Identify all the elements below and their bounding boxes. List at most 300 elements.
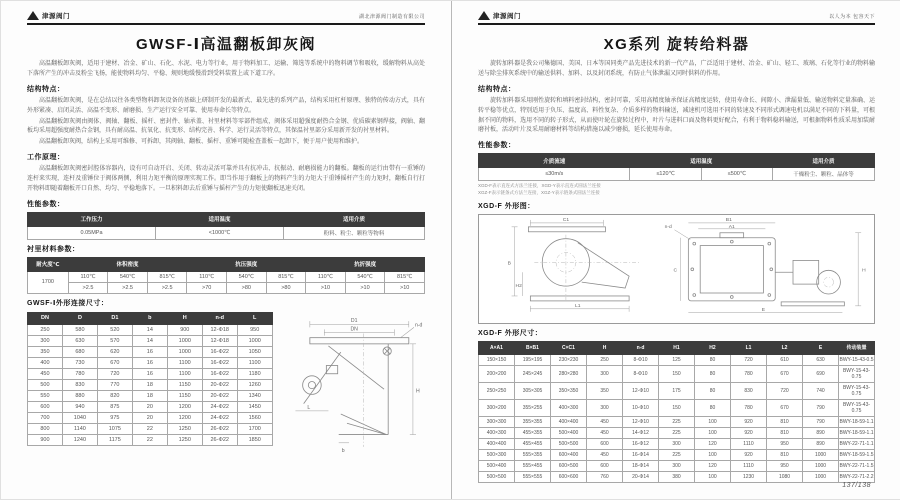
- table-header-cell: n-d: [202, 312, 237, 324]
- dim-label: H: [415, 388, 420, 395]
- table-cell: 80: [695, 365, 731, 382]
- table-cell: 16-Φ12: [623, 438, 659, 449]
- table-row: [479, 399, 875, 416]
- table-cell: 12-Φ10: [623, 416, 659, 427]
- table-cell: 300: [587, 399, 623, 416]
- table-cell: 1000: [167, 346, 202, 357]
- dim-label: A1: [728, 224, 735, 230]
- table-cell: BWY-15-43-0.75: [839, 399, 875, 416]
- table-row: [28, 379, 273, 390]
- table-cell: 450: [587, 427, 623, 438]
- table-cell: 1240: [62, 434, 97, 445]
- table-cell: 20-Φ14: [623, 471, 659, 482]
- table-row: [28, 434, 273, 445]
- table-cell: 1000: [167, 335, 202, 346]
- dim-label: B1: [725, 217, 732, 223]
- table-cell: 770: [97, 379, 132, 390]
- table-cell: 780: [731, 399, 767, 416]
- table-header-row: [28, 257, 425, 271]
- dim-label: n-d: [414, 322, 423, 329]
- table-row: [479, 471, 875, 482]
- table-cell: 780: [731, 365, 767, 382]
- table-cell: 400: [28, 357, 63, 368]
- table-header-row: [28, 212, 425, 226]
- table-cell: 1180: [237, 368, 272, 379]
- table-cell: 350×350: [551, 382, 587, 399]
- table-cell: BWY-15-43-0.75: [839, 382, 875, 399]
- table-cell: 1000: [803, 471, 839, 482]
- table-cell: 225: [659, 416, 695, 427]
- table-cell: 125: [659, 354, 695, 365]
- dim-label: B: [507, 261, 511, 267]
- table-cell: 250×250: [479, 382, 515, 399]
- brand-logo: [27, 11, 70, 20]
- table-cell: 1200: [167, 401, 202, 412]
- table-row: [28, 271, 425, 282]
- table-cell: >10: [385, 282, 425, 293]
- table-cell: 500: [28, 379, 63, 390]
- table-cell: 225: [659, 449, 695, 460]
- table-cell: 24-Φ22: [202, 401, 237, 412]
- table-cell: 16-Φ22: [202, 346, 237, 357]
- table-header-cell: D: [62, 312, 97, 324]
- table-cell: 300: [28, 335, 63, 346]
- table-row: [28, 357, 273, 368]
- table-header-cell: L: [237, 312, 272, 324]
- table-cell: ≤120℃: [630, 168, 701, 181]
- table-cell: 1000: [803, 460, 839, 471]
- table-cell: 18: [132, 379, 167, 390]
- table-cell: 100: [695, 449, 731, 460]
- table-cell: 14: [132, 335, 167, 346]
- table-cell: 250: [28, 324, 63, 335]
- structure-paragraph: 高温翻板卸灰阀，结构上采用可维修、可拆卸，其阀轴、翻板、摇杆、重锤可随检查盖板一起卸下，便于用户使用和维护。: [39, 139, 364, 146]
- table-cell: 700: [28, 412, 63, 423]
- table-cell: 600×500: [551, 460, 587, 471]
- table-cell: 14-Φ12: [623, 427, 659, 438]
- table-cell: 80: [695, 354, 731, 365]
- table-cell: 16: [132, 368, 167, 379]
- dim-label: E: [761, 307, 766, 313]
- table-cell: 175: [659, 382, 695, 399]
- dim-label: D1: [350, 318, 358, 325]
- table-cell: 1700: [28, 271, 69, 293]
- table-row: [479, 365, 875, 382]
- table-header-cell: H1: [659, 341, 695, 354]
- table-cell: 1140: [62, 423, 97, 434]
- table-cell: 16-Φ22: [202, 368, 237, 379]
- table-cell: 14: [132, 324, 167, 335]
- page-title: XG系列 旋转给料器: [603, 36, 750, 53]
- section-heading-outline: XGD-F 外形图：: [478, 202, 535, 210]
- table-cell: >10: [306, 282, 346, 293]
- table-header-cell: 工作压力: [28, 212, 156, 226]
- dimension-table: [478, 341, 875, 483]
- table-cell: 1100: [167, 357, 202, 368]
- table-cell: 780: [62, 368, 97, 379]
- page-title: GWSF-Ⅰ高温翻板卸灰阀: [135, 36, 317, 53]
- table-cell: 20: [132, 401, 167, 412]
- table-cell: 355×355: [515, 416, 551, 427]
- table-row: [479, 460, 875, 471]
- table-cell: 500×300: [479, 449, 515, 460]
- table-cell: 450: [587, 449, 623, 460]
- table-header-cell: b: [132, 312, 167, 324]
- table-cell: 455×355: [515, 427, 551, 438]
- table-cell: 1110: [731, 438, 767, 449]
- table-cell: 1110: [731, 460, 767, 471]
- table-cell: 粉料、粉尘、颗粒等物料: [284, 226, 425, 239]
- table-cell: 10-Φ10: [623, 399, 659, 416]
- table-header-cell: L1: [731, 341, 767, 354]
- dim-label: DN: [350, 326, 358, 333]
- table-cell: 1150: [167, 390, 202, 401]
- table-cell: 200×200: [479, 365, 515, 382]
- table-cell: 16: [132, 346, 167, 357]
- table-cell: 22: [132, 423, 167, 434]
- table-cell: 950: [237, 324, 272, 335]
- section-heading-structure: 结构特点：: [478, 85, 516, 93]
- table-cell: 1260: [237, 379, 272, 390]
- table-cell: 1175: [97, 434, 132, 445]
- table-cell: 245×245: [515, 365, 551, 382]
- table-header-cell: A×A1: [479, 341, 515, 354]
- section-heading-performance: 性能参数：: [27, 200, 65, 208]
- table-cell: 720: [731, 354, 767, 365]
- table-cell: 890: [803, 427, 839, 438]
- table-cell: 16-Φ14: [623, 449, 659, 460]
- dim-label: H: [862, 268, 866, 274]
- table-cell: 230×230: [551, 354, 587, 365]
- table-cell: >2.5: [108, 282, 148, 293]
- table-row: [479, 438, 875, 449]
- table-cell: 540℃: [108, 271, 148, 282]
- table-header-cell: H: [167, 312, 202, 324]
- table-cell: 18-Φ14: [623, 460, 659, 471]
- table-cell: 670: [767, 399, 803, 416]
- table-header-cell: C×C1: [551, 341, 587, 354]
- table-cell: 120: [695, 460, 731, 471]
- table-cell: 22: [132, 434, 167, 445]
- table-cell: 1040: [62, 412, 97, 423]
- table-cell: 450: [587, 416, 623, 427]
- brand-triangle-icon: [478, 11, 490, 20]
- structure-paragraph: 旋转加料器采用刚性旋转和填料密封结构，密封可靠，采用高精度轴承保证高精度运转，使用寿命长、间隙小、泄漏量低、输送物料定量准确、运转平稳等优点，特别适用于负压、温度高、料性复杂、介质多样的物料输送，减速机可选用不同的转速及不同形式调速电机以满足不同的下料量，可根据不同的物料，选用不同的转子形式，从而使叶轮在旋转过程中，叶片与进料口面及物料更好配合，有利于物料稳料输送，可根据物料性质采用加装耐磨衬板，活动叶片及采用耐磨材料等结构措施以减少磨损，延长使用寿命。: [478, 97, 875, 134]
- table-cell: 810: [767, 449, 803, 460]
- table-header-cell: B×B1: [515, 341, 551, 354]
- table-cell: 830: [731, 382, 767, 399]
- dimension-table: [27, 312, 273, 446]
- table-cell: 540℃: [345, 271, 385, 282]
- table-cell: 810: [767, 427, 803, 438]
- table-cell: BWY-22-71-1.1: [839, 438, 875, 449]
- table-header-cell: n-d: [623, 341, 659, 354]
- table-cell: 940: [62, 401, 97, 412]
- table-cell: 450: [28, 368, 63, 379]
- table-cell: 300: [587, 365, 623, 382]
- table-cell: 670: [97, 357, 132, 368]
- table-header-row: [479, 154, 875, 168]
- table-header-cell: H2: [695, 341, 731, 354]
- table-header-row: [479, 341, 875, 354]
- page-right: [451, 1, 900, 499]
- table-header-cell: 适用介质: [284, 212, 425, 226]
- table-cell: 225: [659, 427, 695, 438]
- brand-logo: [478, 11, 521, 20]
- table-cell: 8-Φ10: [623, 365, 659, 382]
- table-cell: 810: [767, 416, 803, 427]
- table-row: [28, 324, 273, 335]
- model-note: XGD-F表示直连式方法兰连接，XGD-Y表示直连式圆法兰连接: [478, 183, 601, 189]
- table-cell: 355×255: [515, 399, 551, 416]
- table-row: [479, 427, 875, 438]
- table-cell: 16-Φ22: [202, 357, 237, 368]
- table-cell: 900: [167, 324, 202, 335]
- table-cell: 150: [659, 365, 695, 382]
- table-cell: 1100: [237, 357, 272, 368]
- table-cell: 670: [767, 365, 803, 382]
- table-cell: 18: [132, 390, 167, 401]
- table-cell: 630: [62, 335, 97, 346]
- table-cell: 350: [28, 346, 63, 357]
- table-cell: 920: [731, 427, 767, 438]
- table-header-cell: E: [803, 341, 839, 354]
- table-row: [28, 346, 273, 357]
- structure-paragraph: 高温翻板卸灰阀由阀体、阀轴、翻板、摇杆、密封件、轴承盖、衬里材料等零部件组成，阀体采用超强度耐热合金钢、优质碳素钢焊接，阀轴、翻板均采用超强度耐热合金钢，具有耐高温、抗氧化、抗变形、结构完善、科学、运行灵活等特点，其保温衬里部分采用新开发的衬里材料。: [27, 118, 425, 135]
- performance-table: [27, 212, 425, 240]
- table-cell: 1850: [237, 434, 272, 445]
- table-cell: 820: [97, 390, 132, 401]
- table-cell: >10: [345, 282, 385, 293]
- section-heading-performance: 性能参数：: [478, 142, 516, 150]
- dim-label: b: [341, 447, 345, 454]
- feeder-drawing-svg: [479, 215, 874, 318]
- table-cell: 900: [28, 434, 63, 445]
- dim-table-wrap: [27, 311, 273, 448]
- table-cell: 600: [587, 438, 623, 449]
- table-header-cell: 抗折强度: [306, 257, 425, 271]
- table-cell: 950: [767, 438, 803, 449]
- table-cell: 1200: [167, 412, 202, 423]
- table-cell: 300: [659, 460, 695, 471]
- table-header-cell: 介质流速: [479, 154, 630, 168]
- section-heading-lining: 衬里材料参数：: [27, 245, 80, 253]
- table-cell: 790: [803, 399, 839, 416]
- table-cell: 80: [695, 399, 731, 416]
- table-cell: 1080: [767, 471, 803, 482]
- table-cell: 950: [767, 460, 803, 471]
- table-row: [28, 401, 273, 412]
- table-cell: 8-Φ10: [623, 354, 659, 365]
- table-cell: 815℃: [385, 271, 425, 282]
- table-header-cell: 适用温度: [630, 154, 773, 168]
- table-cell: 1100: [167, 368, 202, 379]
- table-cell: 150: [659, 399, 695, 416]
- table-cell: 600: [28, 401, 63, 412]
- table-cell: 26-Φ22: [202, 434, 237, 445]
- table-cell: 1050: [237, 346, 272, 357]
- table-cell: 350: [587, 382, 623, 399]
- brand-name: 津源阀门: [493, 13, 521, 20]
- table-cell: 555×555: [515, 471, 551, 482]
- principle-paragraph: 高温翻板卸灰阀密封腔体容器内，设有可自动开启、关闭、转动灵活可靠并具有抗冲击、抗振动、耐磨损能力的翻板。翻板的运行由带有一重锤的连杆来实现，连杆及重锤位于阀体两侧，利用力矩平衡的原理实现工作。即当作用于翻板上的物料产生的力矩大于重锤摇杆产生的力矩时，翻板自行打开物料即随着翻板开口自然、均匀、平稳地落下。一旦积料卸去后重锤与摇杆产生的力矩使翻板迅速关闭。: [27, 166, 425, 193]
- table-row: [28, 282, 425, 293]
- structure-paragraph: 高温翻板卸灰阀，是在总结以往各类型物料卸灰设备的基础上研制开发的最新式、最先进的系列产品，结构采用杠杆原理、独特的传动方式，具有外形紧凑、启闭灵活、高温不变形、耐磨损、生产运行安全可靠、使用寿命长等特点。: [27, 97, 425, 114]
- section-heading-dimensions: GWSF-Ⅰ外形连接尺寸：: [27, 299, 109, 307]
- intro-paragraph: 旋转加料器是我公司集德国、美国、日本等国同类产品先进技术的新一代产品，广泛适用于建材、冶金、矿山、轻工、玻璃、石化等行业的物料输送与除尘排灰系统中的输送供料、加料、以及封闭系统，有防止气体泄漏又同时供料的作用。: [478, 61, 875, 77]
- table-cell: 920: [731, 449, 767, 460]
- table-row: [28, 423, 273, 434]
- table-cell: 620: [97, 346, 132, 357]
- table-row: [28, 368, 273, 379]
- dim-label: L1: [575, 303, 581, 309]
- table-cell: 20-Φ22: [202, 379, 237, 390]
- table-cell: 80: [695, 382, 731, 399]
- table-cell: 250: [587, 354, 623, 365]
- table-cell: BWY-22-71-1.5: [839, 460, 875, 471]
- table-cell: BWY-18-59-1.1: [839, 427, 875, 438]
- dimensions-area: [27, 311, 425, 464]
- table-cell: 455×455: [515, 438, 551, 449]
- table-cell: BWY-18-59-1.5: [839, 449, 875, 460]
- table-cell: 890: [803, 438, 839, 449]
- table-cell: 730: [62, 357, 97, 368]
- table-cell: 630: [803, 354, 839, 365]
- table-cell: 1450: [237, 401, 272, 412]
- table-cell: 1230: [731, 471, 767, 482]
- table-row: [479, 354, 875, 365]
- table-row: [28, 335, 273, 346]
- table-cell: 110℃: [68, 271, 108, 282]
- table-row: [28, 412, 273, 423]
- valve-drawing: [281, 311, 425, 464]
- table-cell: 300: [659, 438, 695, 449]
- lining-table: [27, 257, 425, 294]
- table-cell: 610: [767, 354, 803, 365]
- table-header-cell: 抗压强度: [187, 257, 306, 271]
- table-cell: 740: [803, 382, 839, 399]
- valve-drawing-svg: [281, 315, 425, 459]
- table-row: [479, 416, 875, 427]
- table-cell: 400×400: [551, 416, 587, 427]
- header-slogan: 以人为本 包容天下: [829, 14, 875, 20]
- table-row: [479, 449, 875, 460]
- table-row: [479, 168, 875, 181]
- table-cell: 400×400: [479, 438, 515, 449]
- table-cell: BWY-15-43-0.75: [839, 365, 875, 382]
- page-number: 137/138: [842, 482, 871, 489]
- table-cell: 720: [767, 382, 803, 399]
- page-header: [478, 11, 875, 25]
- table-cell: <1000℃: [156, 226, 284, 239]
- table-cell: 24-Φ22: [202, 412, 237, 423]
- table-row: [28, 390, 273, 401]
- table-cell: 520: [97, 324, 132, 335]
- table-cell: 0.05MPa: [28, 226, 156, 239]
- page-header: [27, 11, 425, 25]
- table-cell: 26-Φ22: [202, 423, 237, 434]
- table-cell: 600×400: [551, 449, 587, 460]
- table-cell: 550: [28, 390, 63, 401]
- table-cell: 875: [97, 401, 132, 412]
- table-cell: 1000: [803, 449, 839, 460]
- table-cell: 690: [803, 365, 839, 382]
- dim-label: C: [673, 268, 678, 274]
- performance-table: [478, 153, 875, 181]
- table-cell: BWY-22-71-2.2: [839, 471, 875, 482]
- table-cell: 20: [132, 412, 167, 423]
- table-cell: 1250: [167, 423, 202, 434]
- table-cell: 300×300: [479, 416, 515, 427]
- table-cell: 815℃: [147, 271, 187, 282]
- table-cell: 305×305: [515, 382, 551, 399]
- table-cell: 760: [587, 471, 623, 482]
- table-cell: 600×600: [551, 471, 587, 482]
- table-header-cell: DN: [28, 312, 63, 324]
- table-row: [479, 382, 875, 399]
- table-cell: 1700: [237, 423, 272, 434]
- table-cell: 12-Φ18: [202, 324, 237, 335]
- table-cell: 100: [695, 427, 731, 438]
- intro-paragraph: 高温翻板卸灰阀，适用于建材、冶金、矿山、石化、水泥、电力等行业，用于物料加工、运输、筛选等系统中的物料调节和吸收，缓解物料从高处下落所产生的冲击及粉尘飞扬，能使物料均匀、平稳、规则地缓慢滑到受料装置上或下道工序。: [27, 61, 425, 77]
- table-cell: 1075: [97, 423, 132, 434]
- section-heading-principle: 工作原理：: [27, 154, 65, 162]
- table-cell: 680: [62, 346, 97, 357]
- table-header-cell: L2: [767, 341, 803, 354]
- table-cell: 195×195: [515, 354, 551, 365]
- table-header-cell: 体积密度: [68, 257, 187, 271]
- table-cell: 12-Φ10: [623, 382, 659, 399]
- table-cell: 500×500: [479, 471, 515, 482]
- table-cell: 975: [97, 412, 132, 423]
- table-cell: 20-Φ22: [202, 390, 237, 401]
- table-cell: 500×400: [479, 460, 515, 471]
- table-cell: 110℃: [306, 271, 346, 282]
- table-cell: 815℃: [266, 271, 306, 282]
- table-cell: 555×355: [515, 449, 551, 460]
- brand-name: 津源阀门: [42, 13, 70, 20]
- table-header-cell: 适用温度: [156, 212, 284, 226]
- table-cell: ≤500℃: [701, 168, 772, 181]
- table-cell: 16: [132, 357, 167, 368]
- table-cell: 110℃: [187, 271, 227, 282]
- table-row: [28, 226, 425, 239]
- table-cell: >2.5: [68, 282, 108, 293]
- table-cell: >80: [266, 282, 306, 293]
- table-cell: 1250: [167, 434, 202, 445]
- table-cell: 150×150: [479, 354, 515, 365]
- table-cell: 干燥粉尘、颗粒、晶体等: [773, 168, 875, 181]
- table-cell: 1150: [167, 379, 202, 390]
- table-cell: 570: [97, 335, 132, 346]
- table-cell: 555×455: [515, 460, 551, 471]
- table-header-cell: D1: [97, 312, 132, 324]
- table-cell: BWY-15-43-0.5: [839, 354, 875, 365]
- table-cell: 100: [695, 416, 731, 427]
- table-header-cell: 耐火度℃: [28, 257, 69, 271]
- table-cell: 1560: [237, 412, 272, 423]
- table-cell: 540℃: [227, 271, 267, 282]
- table-cell: 500×500: [551, 438, 587, 449]
- section-heading-structure: 结构特点：: [27, 85, 65, 93]
- company-name: 湖北津源阀门制造有限公司: [358, 14, 425, 20]
- table-cell: 790: [803, 416, 839, 427]
- table-header-cell: 传动装置: [839, 341, 875, 354]
- table-header-row: [28, 312, 273, 324]
- table-cell: 380: [659, 471, 695, 482]
- page-left: [1, 1, 451, 499]
- table-cell: 400×300: [479, 427, 515, 438]
